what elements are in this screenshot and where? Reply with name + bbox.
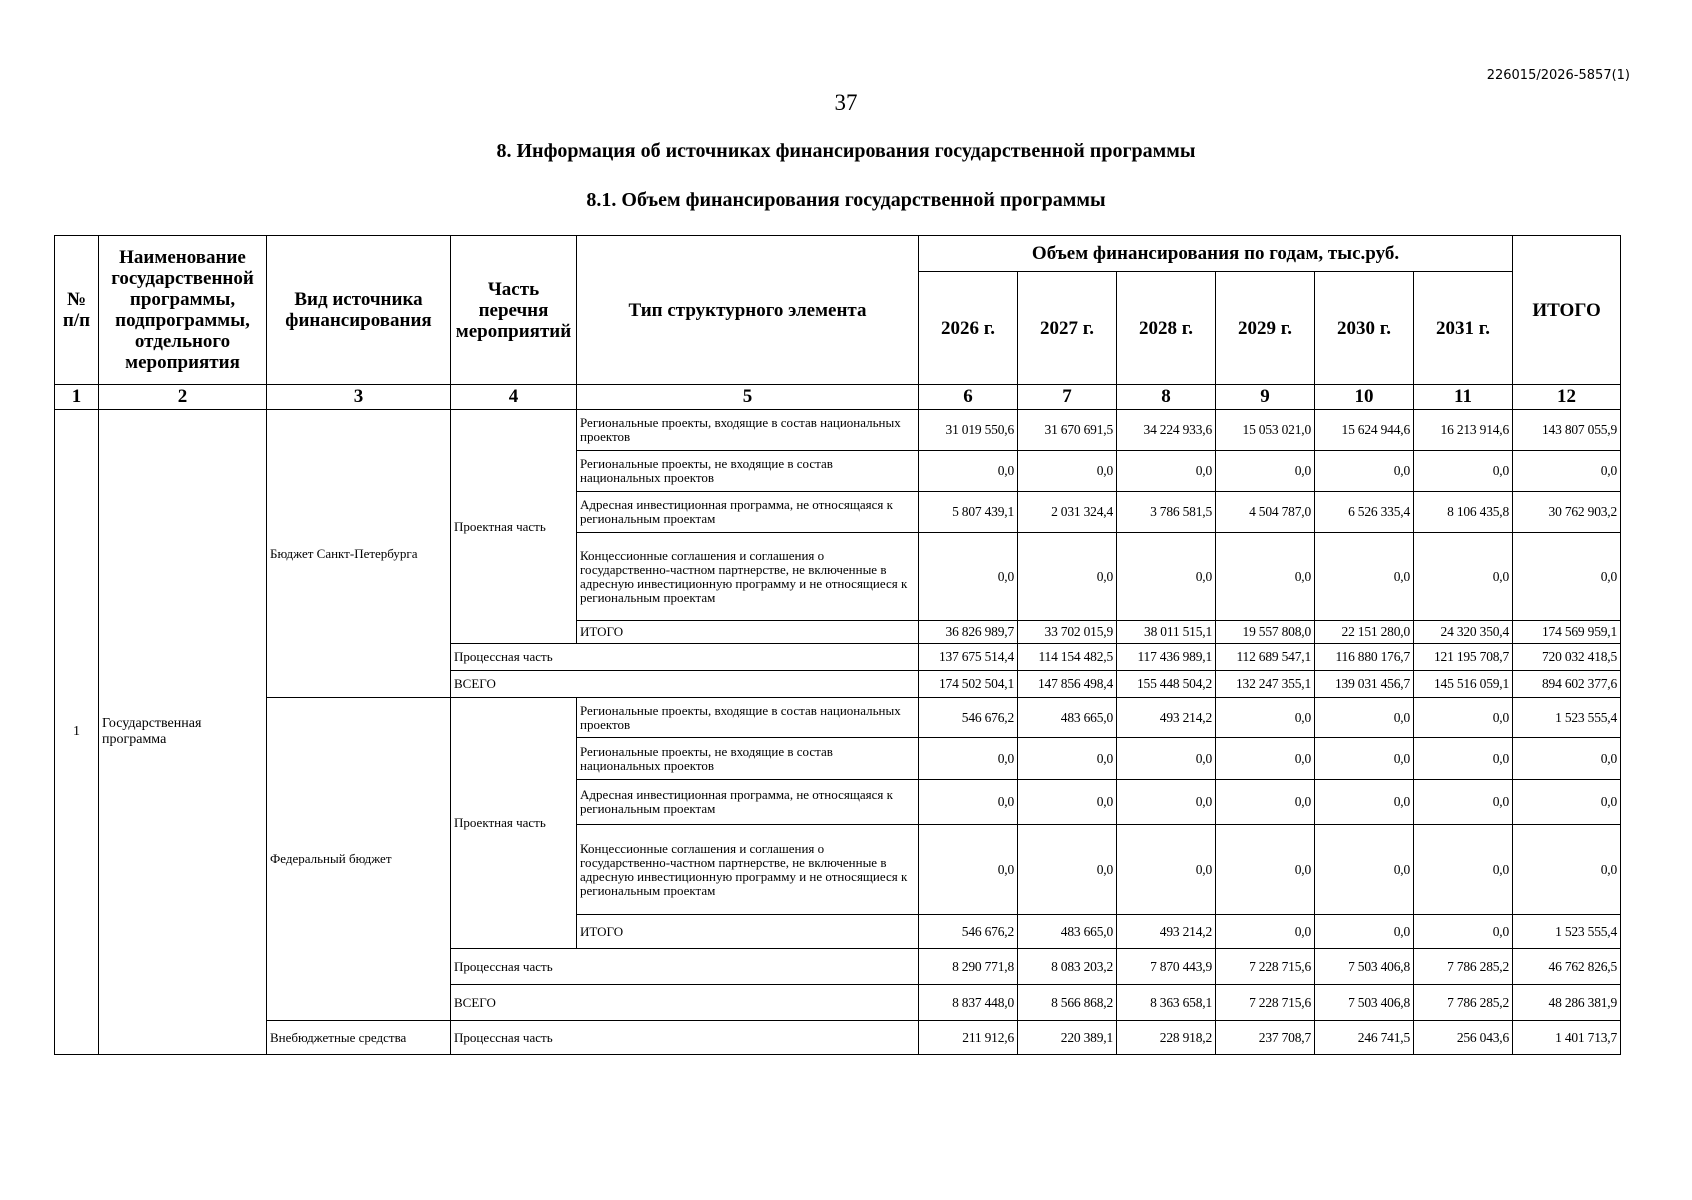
value-cell: 8 106 435,8 [1414, 492, 1513, 533]
value-cell: 30 762 903,2 [1513, 492, 1621, 533]
value-cell: 0,0 [1117, 451, 1216, 492]
value-cell: 46 762 826,5 [1513, 949, 1621, 985]
column-number: 6 [919, 385, 1018, 410]
header-year: 2026 г. [919, 272, 1018, 385]
value-cell: 112 689 547,1 [1216, 644, 1315, 671]
value-cell: 132 247 355,1 [1216, 671, 1315, 698]
value-cell: 228 918,2 [1117, 1021, 1216, 1055]
column-number: 12 [1513, 385, 1621, 410]
value-cell: 1 401 713,7 [1513, 1021, 1621, 1055]
section-title: 8. Информация об источниках финансирования государственной программы [496, 140, 1196, 162]
value-cell: 0,0 [1117, 780, 1216, 825]
column-number: 8 [1117, 385, 1216, 410]
row-number-cell: 1 [55, 410, 99, 1055]
value-cell: 7 503 406,8 [1315, 985, 1414, 1021]
column-number: 3 [267, 385, 451, 410]
value-cell: 493 214,2 [1117, 915, 1216, 949]
value-cell: 2 031 324,4 [1018, 492, 1117, 533]
value-cell: 155 448 504,2 [1117, 671, 1216, 698]
value-cell: 211 912,6 [919, 1021, 1018, 1055]
value-cell: 1 523 555,4 [1513, 698, 1621, 738]
part-project-federal: Проектная часть [451, 698, 577, 949]
value-cell: 0,0 [1216, 533, 1315, 621]
value-cell: 546 676,2 [919, 698, 1018, 738]
value-cell: 7 786 285,2 [1414, 949, 1513, 985]
header-year: 2029 г. [1216, 272, 1315, 385]
element-type-subtotal: ИТОГО [577, 915, 919, 949]
header-row-number: № п/п [55, 236, 99, 385]
source-federal-budget: Федеральный бюджет [267, 698, 451, 1021]
value-cell: 15 624 944,6 [1315, 410, 1414, 451]
value-cell: 7 228 715,6 [1216, 949, 1315, 985]
part-all-federal: ВСЕГО [451, 985, 919, 1021]
header-year: 2031 г. [1414, 272, 1513, 385]
value-cell: 0,0 [1513, 825, 1621, 915]
value-cell: 139 031 456,7 [1315, 671, 1414, 698]
column-number: 1 [55, 385, 99, 410]
value-cell: 8 083 203,2 [1018, 949, 1117, 985]
value-cell: 137 675 514,4 [919, 644, 1018, 671]
element-type-cell: Концессионные соглашения и соглашения о государственно-частном партнерстве, не включенные в адресную инвестиционную программу и не относящиеся к региональным проектам [577, 825, 919, 915]
value-cell: 6 526 335,4 [1315, 492, 1414, 533]
element-type-cell: Региональные проекты, не входящие в состав национальных проектов [577, 738, 919, 780]
header-source-type: Вид источника финансирования [267, 236, 451, 385]
value-cell: 36 826 989,7 [919, 621, 1018, 644]
element-type-cell: Концессионные соглашения и соглашения о государственно-частном партнерстве, не включенные в адресную инвестиционную программу и не относящиеся к региональным проектам [577, 533, 919, 621]
element-type-subtotal: ИТОГО [577, 621, 919, 644]
value-cell: 493 214,2 [1117, 698, 1216, 738]
value-cell: 0,0 [1414, 825, 1513, 915]
header-activity-part: Часть перечня мероприятий [451, 236, 577, 385]
table-row [55, 698, 1621, 738]
value-cell: 8 837 448,0 [919, 985, 1018, 1021]
header-element-type: Тип структурного элемента [577, 236, 919, 385]
column-number: 9 [1216, 385, 1315, 410]
value-cell: 174 502 504,1 [919, 671, 1018, 698]
column-number: 2 [99, 385, 267, 410]
value-cell: 0,0 [1513, 780, 1621, 825]
value-cell: 0,0 [1414, 738, 1513, 780]
value-cell: 7 503 406,8 [1315, 949, 1414, 985]
value-cell: 0,0 [1315, 698, 1414, 738]
value-cell: 19 557 808,0 [1216, 621, 1315, 644]
column-number: 5 [577, 385, 919, 410]
value-cell: 0,0 [1513, 738, 1621, 780]
value-cell: 0,0 [1018, 738, 1117, 780]
value-cell: 0,0 [1216, 738, 1315, 780]
value-cell: 0,0 [1414, 698, 1513, 738]
value-cell: 5 807 439,1 [919, 492, 1018, 533]
value-cell: 0,0 [1315, 915, 1414, 949]
value-cell: 3 786 581,5 [1117, 492, 1216, 533]
value-cell: 0,0 [1315, 780, 1414, 825]
value-cell: 0,0 [1414, 780, 1513, 825]
table-row [55, 410, 1621, 451]
header-program-name: Наименование государственной программы, подпрограммы, отдельного мероприятия [99, 236, 267, 385]
value-cell: 720 032 418,5 [1513, 644, 1621, 671]
source-extrabudgetary: Внебюджетные средства [267, 1021, 451, 1055]
document-id: 226015/2026-5857(1) [1486, 68, 1630, 83]
financing-table [54, 235, 1621, 1055]
value-cell: 7 228 715,6 [1216, 985, 1315, 1021]
value-cell: 24 320 350,4 [1414, 621, 1513, 644]
element-type-cell: Адресная инвестиционная программа, не относящаяся к региональным проектам [577, 492, 919, 533]
value-cell: 0,0 [1117, 738, 1216, 780]
value-cell: 0,0 [1216, 780, 1315, 825]
value-cell: 0,0 [919, 738, 1018, 780]
value-cell: 114 154 482,5 [1018, 644, 1117, 671]
header-year: 2028 г. [1117, 272, 1216, 385]
value-cell: 0,0 [1018, 533, 1117, 621]
value-cell: 0,0 [1315, 738, 1414, 780]
value-cell: 0,0 [1414, 451, 1513, 492]
value-cell: 0,0 [1315, 825, 1414, 915]
column-number: 7 [1018, 385, 1117, 410]
value-cell: 237 708,7 [1216, 1021, 1315, 1055]
value-cell: 31 670 691,5 [1018, 410, 1117, 451]
value-cell: 0,0 [1216, 825, 1315, 915]
value-cell: 33 702 015,9 [1018, 621, 1117, 644]
value-cell: 894 602 377,6 [1513, 671, 1621, 698]
value-cell: 0,0 [1414, 915, 1513, 949]
element-type-cell: Региональные проекты, входящие в состав национальных проектов [577, 698, 919, 738]
value-cell: 546 676,2 [919, 915, 1018, 949]
value-cell: 116 880 176,7 [1315, 644, 1414, 671]
element-type-cell: Адресная инвестиционная программа, не относящаяся к региональным проектам [577, 780, 919, 825]
value-cell: 0,0 [919, 451, 1018, 492]
column-number: 4 [451, 385, 577, 410]
header-years-group: Объем финансирования по годам, тыс.руб. [919, 236, 1513, 272]
value-cell: 0,0 [1117, 533, 1216, 621]
value-cell: 174 569 959,1 [1513, 621, 1621, 644]
value-cell: 0,0 [1018, 780, 1117, 825]
value-cell: 0,0 [1315, 533, 1414, 621]
value-cell: 143 807 055,9 [1513, 410, 1621, 451]
element-type-cell: Региональные проекты, входящие в состав национальных проектов [577, 410, 919, 451]
value-cell: 1 523 555,4 [1513, 915, 1621, 949]
element-type-cell: Региональные проекты, не входящие в состав национальных проектов [577, 451, 919, 492]
value-cell: 38 011 515,1 [1117, 621, 1216, 644]
value-cell: 48 286 381,9 [1513, 985, 1621, 1021]
part-project-spb: Проектная часть [451, 410, 577, 644]
value-cell: 483 665,0 [1018, 915, 1117, 949]
value-cell: 483 665,0 [1018, 698, 1117, 738]
value-cell: 0,0 [919, 780, 1018, 825]
value-cell: 0,0 [1216, 915, 1315, 949]
value-cell: 0,0 [1216, 451, 1315, 492]
value-cell: 8 290 771,8 [919, 949, 1018, 985]
column-number: 11 [1414, 385, 1513, 410]
part-process-federal: Процессная часть [451, 949, 919, 985]
value-cell: 0,0 [1513, 451, 1621, 492]
value-cell: 22 151 280,0 [1315, 621, 1414, 644]
value-cell: 0,0 [919, 533, 1018, 621]
value-cell: 16 213 914,6 [1414, 410, 1513, 451]
column-number: 10 [1315, 385, 1414, 410]
program-name-cell: Государственная программа [99, 410, 267, 1055]
part-process-extra: Процессная часть [451, 1021, 919, 1055]
value-cell: 4 504 787,0 [1216, 492, 1315, 533]
value-cell: 0,0 [1315, 451, 1414, 492]
value-cell: 8 566 868,2 [1018, 985, 1117, 1021]
value-cell: 145 516 059,1 [1414, 671, 1513, 698]
page-number: 37 [834, 90, 858, 115]
header-total: ИТОГО [1513, 236, 1621, 385]
value-cell: 220 389,1 [1018, 1021, 1117, 1055]
value-cell: 15 053 021,0 [1216, 410, 1315, 451]
value-cell: 0,0 [1117, 825, 1216, 915]
value-cell: 31 019 550,6 [919, 410, 1018, 451]
value-cell: 7 786 285,2 [1414, 985, 1513, 1021]
column-numbers-row [55, 385, 1621, 410]
table-row [55, 1021, 1621, 1055]
source-spb-budget: Бюджет Санкт-Петербурга [267, 410, 451, 698]
value-cell: 0,0 [1414, 533, 1513, 621]
part-all-spb: ВСЕГО [451, 671, 919, 698]
value-cell: 0,0 [1018, 825, 1117, 915]
value-cell: 117 436 989,1 [1117, 644, 1216, 671]
part-process-spb: Процессная часть [451, 644, 919, 671]
section-subtitle: 8.1. Объем финансирования государственной программы [586, 189, 1106, 211]
value-cell: 121 195 708,7 [1414, 644, 1513, 671]
value-cell: 0,0 [1018, 451, 1117, 492]
value-cell: 0,0 [1216, 698, 1315, 738]
value-cell: 0,0 [1513, 533, 1621, 621]
value-cell: 0,0 [919, 825, 1018, 915]
value-cell: 147 856 498,4 [1018, 671, 1117, 698]
header-year: 2030 г. [1315, 272, 1414, 385]
value-cell: 246 741,5 [1315, 1021, 1414, 1055]
value-cell: 256 043,6 [1414, 1021, 1513, 1055]
header-year: 2027 г. [1018, 272, 1117, 385]
value-cell: 34 224 933,6 [1117, 410, 1216, 451]
value-cell: 8 363 658,1 [1117, 985, 1216, 1021]
value-cell: 7 870 443,9 [1117, 949, 1216, 985]
